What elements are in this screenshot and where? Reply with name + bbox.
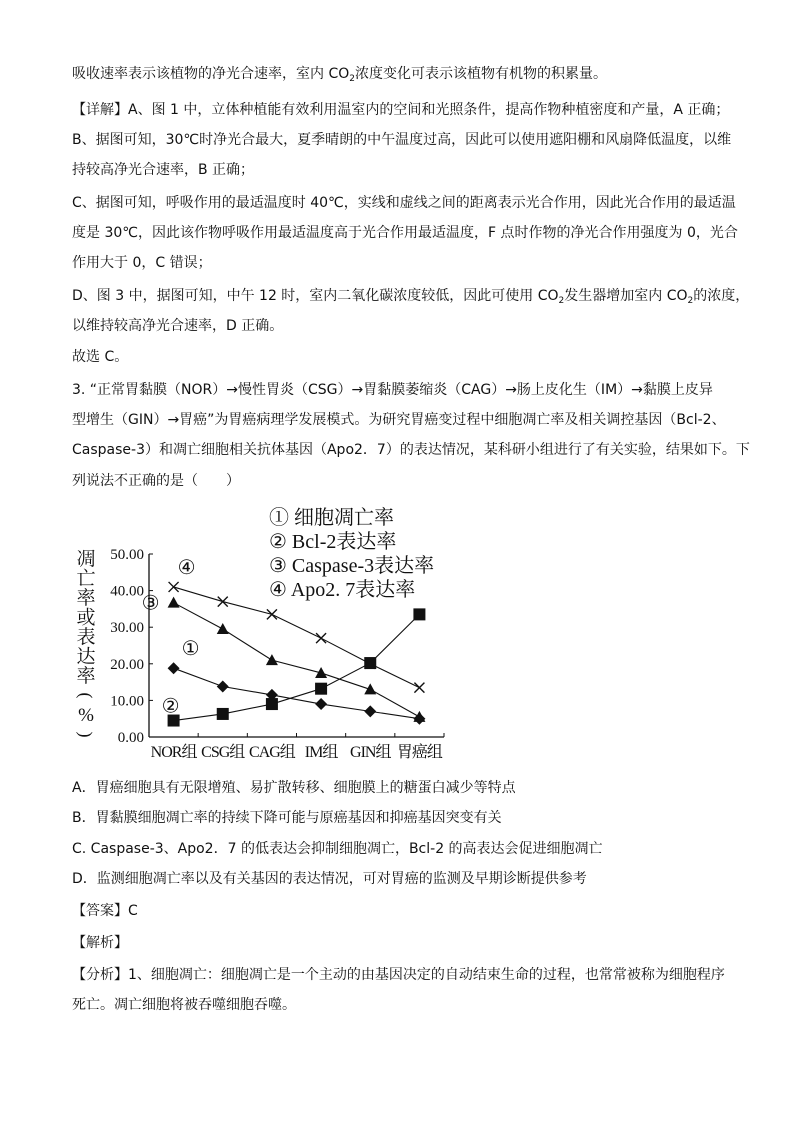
data-point-diamond — [364, 705, 376, 717]
data-point-square — [315, 683, 327, 695]
text-line-9: 以维持较高净光合速率，D 正确。 — [72, 318, 284, 334]
y-axis-label-char: ) — [76, 731, 96, 738]
x-tick-label: CAG组 — [249, 744, 295, 761]
data-point-triangle — [315, 667, 327, 678]
data-point-diamond — [168, 662, 180, 674]
series-tag-label: ④ — [177, 556, 196, 579]
data-point-triangle — [413, 711, 425, 722]
x-tick-label: IM组 — [304, 744, 338, 761]
legend-entry: ② Bcl-2表达率 — [269, 531, 397, 553]
data-point-cross — [169, 582, 179, 592]
option-b: B．胃黏膜细胞凋亡率的持续下降可能与原癌基因和抑癌基因突变有关 — [72, 810, 502, 826]
series-tag-label: ① — [181, 638, 200, 661]
y-tick-label: 20.00 — [110, 656, 144, 673]
y-axis-label-char: 率 — [76, 588, 96, 609]
y-axis-label-char: 表 — [76, 627, 96, 648]
series-tag-label: ② — [161, 695, 180, 718]
analysis-line-2: 死亡。凋亡细胞将被吞噬细胞吞噬。 — [72, 997, 296, 1013]
x-tick-label: NOR组 — [150, 744, 197, 761]
option-d: D．监测细胞凋亡率以及有关基因的表达情况，可对胃癌的监测及早期诊断提供参考 — [72, 871, 587, 887]
y-axis-label-char: 达 — [76, 646, 96, 668]
y-tick-label: 30.00 — [110, 620, 144, 637]
data-point-diamond — [217, 680, 229, 692]
data-point-cross — [316, 633, 326, 643]
y-axis-label-char: % — [78, 705, 94, 726]
y-axis-label-char: 亡 — [76, 568, 96, 590]
question-stem-3: Caspase-3）和凋亡细胞相关抗体基因（Apo2．7）的表达情况，某科研小组进行了有关实验，结果如下。下 — [72, 442, 750, 458]
y-axis-label-char: 率 — [76, 666, 96, 687]
question-stem-4: 列说法不正确的是（ ） — [72, 473, 240, 489]
answer-label: 【答案】C — [72, 903, 138, 919]
data-point-cross — [414, 683, 424, 693]
chart-ylabel — [75, 549, 96, 738]
data-point-triangle — [364, 683, 376, 694]
question-stem-2: 型增生（GIN）→胃癌”为胃癌病理学发展模式。为研究胃癌变过程中细胞凋亡率及相关调控基因（Bcl-2、 — [72, 412, 726, 428]
text-line-3: B、据图可知，30℃时净光合最大，夏季晴朗的中午温度过高，因此可以使用遮阳棚和风扇降低温度，以维 — [72, 132, 732, 148]
text-line-7: 作用大于 0，C 错误； — [72, 255, 212, 271]
data-point-triangle — [266, 654, 278, 665]
apoptosis-line-chart — [66, 497, 486, 769]
y-tick-label: 50.00 — [110, 547, 144, 563]
series-line — [174, 587, 420, 688]
series-tag-label: ③ — [141, 592, 160, 615]
legend-entry: ③ Caspase-3表达率 — [269, 555, 435, 577]
x-tick-label: GIN组 — [350, 744, 391, 761]
data-point-cross — [218, 597, 228, 607]
text-line-5: C、据图可知，呼吸作用的最适温度时 40℃，实线和虚线之间的距离表示光合作用，因此光合作用的最适温 — [72, 195, 736, 211]
data-point-triangle — [217, 623, 229, 634]
x-tick-label: 胃癌组 — [396, 744, 442, 761]
legend-entry: ④ Apo2. 7表达率 — [269, 579, 416, 601]
y-axis-label-char: 凋 — [76, 549, 96, 570]
series-line — [174, 614, 420, 720]
data-point-diamond — [315, 698, 327, 710]
text-line-2: 【详解】A、图 1 中，立体种植能有效利用温室内的空间和光照条件，提高作物种植密度和产量，A 正确； — [72, 102, 730, 118]
y-axis-label-char: 或 — [76, 607, 96, 629]
y-tick-label: 0.00 — [117, 730, 144, 746]
text-line-8: D、图 3 中，据图可知，中午 12 时，室内二氧化碳浓度较低，因此可使用 $CO_2$发生器增加室内 $CO_2$的浓度， — [72, 288, 750, 306]
data-point-cross — [267, 609, 277, 619]
chart-legend — [269, 506, 434, 601]
data-point-square — [217, 708, 229, 720]
legend-entry: ① 细胞凋亡率 — [269, 507, 394, 529]
text-line-1: 吸收速率表示该植物的净光合速率，室内 $CO_2$浓度变化可表示该植物有机物的积累量。 — [72, 66, 607, 84]
analysis-line-1: 【分析】1、细胞凋亡：细胞凋亡是一个主动的由基因决定的自动结束生命的过程，也常常被称为细胞程序 — [72, 967, 725, 983]
data-point-square — [266, 698, 278, 710]
series-line — [174, 668, 420, 719]
option-c: C. Caspase-3、Apo2．7 的低表达会抑制细胞凋亡，Bcl-2 的高表达会促进细胞凋亡 — [72, 841, 603, 857]
data-point-square — [413, 608, 425, 620]
question-stem-1: 3. “正常胃黏膜（NOR）→慢性胃炎（CSG）→胃黏膜萎缩炎（CAG）→肠上皮化生（IM）→黏膜上皮异 — [72, 382, 713, 398]
y-axis-label-char: ( — [76, 692, 96, 699]
text-line-4: 持较高净光合速率，B 正确； — [72, 162, 255, 178]
y-tick-label: 40.00 — [110, 583, 144, 600]
y-tick-label: 10.00 — [110, 693, 144, 710]
text-line-6: 度是 30℃，因此该作物呼吸作用最适温度高于光合作用最适温度，F 点时作物的净光合作用强度为 0，光合 — [72, 225, 738, 241]
text-line-10: 故选 C。 — [72, 349, 129, 365]
option-a: A．胃癌细胞具有无限增殖、易扩散转移、细胞膜上的糖蛋白减少等特点 — [72, 780, 516, 796]
data-point-triangle — [168, 597, 180, 608]
analysis-label: 【解析】 — [72, 935, 128, 951]
x-tick-label: CSG组 — [201, 744, 245, 761]
